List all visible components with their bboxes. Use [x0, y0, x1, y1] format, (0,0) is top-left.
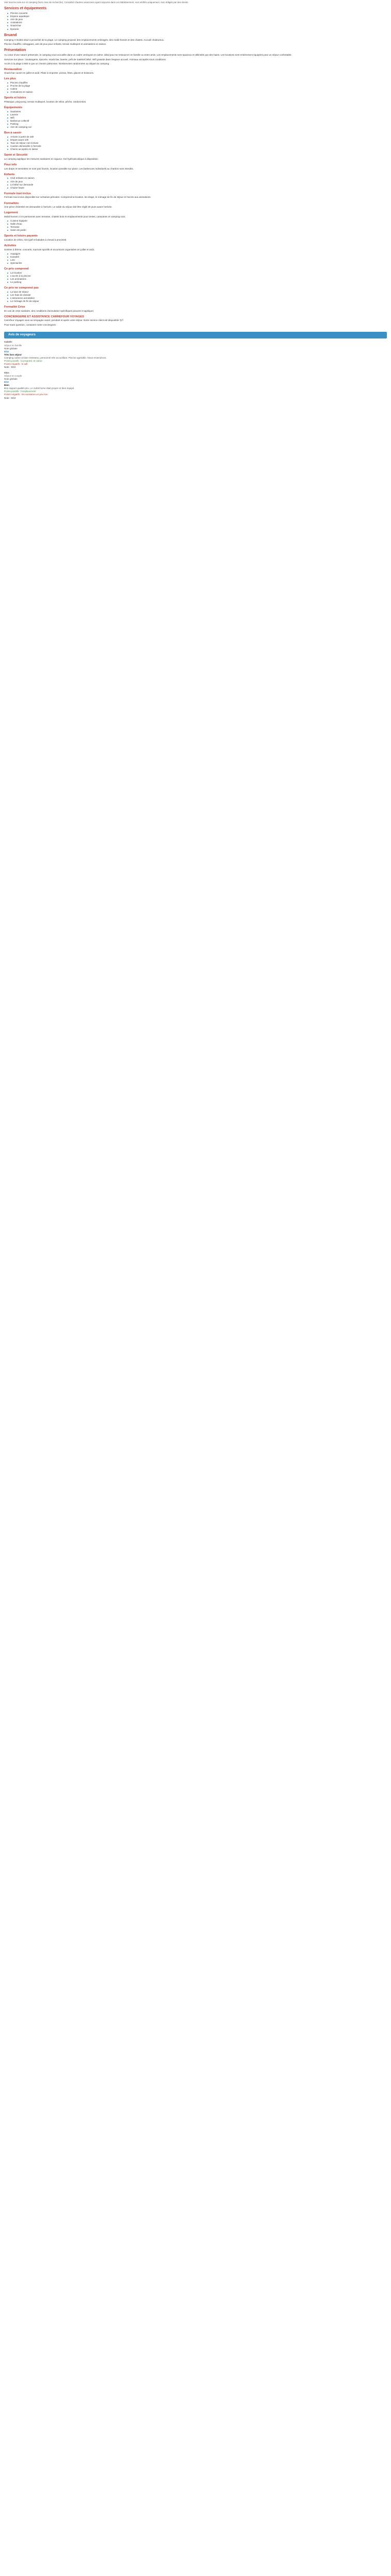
detail-list-item: Karaoké — [10, 256, 387, 259]
detail-section — [4, 286, 387, 303]
review-negative: Points négatifs : les sanitaires un peu loin — [4, 393, 48, 396]
detail-section — [4, 211, 387, 232]
detail-list-item: La taxe de séjour — [10, 291, 387, 294]
detail-list-item: Animations en saison — [10, 91, 387, 94]
review-text: Bon rapport qualité-prix. Le mobil-home était propre et bien équipé. — [4, 387, 75, 390]
detail-list-item: Spectacles — [10, 262, 387, 265]
section-paragraph: Services sur place : boulangerie, épicerie, snack-bar, laverie, prêt de matériel bébé. Wifi gratuite dans l'espace accueil. Animaux acceptés sous conditions. — [4, 58, 167, 61]
detail-title: Formalités — [4, 201, 19, 205]
review-positive: Points positifs : la propreté, le calme — [4, 359, 42, 362]
detail-list-item: Aquagym — [10, 252, 387, 256]
review-score-label: Note globale — [4, 347, 18, 350]
review-title: Bien — [4, 384, 9, 387]
detail-paragraph: Les draps et serviettes ne sont pas fournis, location possible sur place. Les barbecues individuels au charbon sont interdits. — [4, 167, 134, 170]
detail-paragraph: Pour toute question, contactez notre conciergerie. — [4, 323, 57, 326]
detail-section — [4, 106, 387, 129]
detail-list-item: Calme — [10, 88, 387, 91]
detail-title: Restauration — [4, 67, 22, 71]
detail-list — [4, 219, 387, 232]
review-title: Très bon séjour — [4, 353, 22, 356]
intro-text: Voir tous les avis sur ce camping (hors zone de recherche). Consultez d'autres vacanciers ayant séjourné dans cet établissement. Avis vérifiés uniquement. Avis rédigés par des clients. — [4, 1, 189, 4]
review-author: Marc — [4, 371, 10, 375]
section-paragraph: Camping 3 étoiles situé à proximité de la plage. Le camping propose des emplacements ombragés, des mobil-homes et des chalets. Accueil chaleureux. — [4, 38, 165, 41]
detail-list-item: Départ avant 10h — [10, 139, 387, 142]
detail-section — [4, 163, 387, 171]
detail-paragraph: Le camping applique les mesures sanitaires en vigueur. Gel hydroalcoolique à disposition. — [4, 157, 99, 160]
detail-list — [4, 272, 387, 284]
reviews-list — [4, 341, 387, 399]
detail-list-item: Chiens acceptés en laisse — [10, 148, 387, 151]
review-text: Camping calme et bien entretenu, personnel très accueillant. Piscine agréable. Nous reviendrons. — [4, 356, 107, 359]
detail-section — [4, 306, 387, 313]
detail-section — [4, 68, 387, 75]
service-item: Aire de jeux — [10, 18, 387, 21]
detail-title: Sports et loisirs — [4, 96, 26, 100]
content-section — [4, 48, 387, 65]
detail-paragraph: Pétanque, ping-pong, terrain multisport, location de vélos, pêche, randonnées. — [4, 100, 87, 104]
detail-list-item: Salle d'eau — [10, 223, 387, 226]
review-meta: Séjour en couple — [4, 375, 22, 378]
detail-title: Bon à savoir — [4, 131, 22, 135]
detail-list-item: Les animations — [10, 278, 387, 281]
detail-section — [4, 267, 387, 284]
detail-title: Les plus — [4, 77, 16, 81]
review-card — [4, 341, 387, 369]
detail-list-item: Laverie — [10, 113, 387, 116]
detail-paragraph: Formule tout inclus disponible sur certaines périodes. Comprend la location, les draps, le ménage de fin de séjour et l'accès aux animations. — [4, 196, 151, 199]
detail-title: Activités — [4, 244, 17, 248]
detail-section — [4, 234, 387, 242]
detail-title: CONCIERGERIE ET ASSISTANCE CARREFOUR VOYAGES — [4, 315, 84, 318]
detail-list-item: Barbecue collectif — [10, 120, 387, 123]
main-sections — [4, 33, 387, 65]
detail-list-item: Taxe de séjour non incluse — [10, 142, 387, 145]
review-score: 8/10 — [4, 381, 9, 384]
service-item: Espace aquatique — [10, 15, 387, 18]
service-item: Animations — [10, 21, 387, 24]
services-list — [4, 12, 387, 30]
service-item: Snack-bar — [10, 24, 387, 27]
detail-list-item: Cuisine équipée — [10, 219, 387, 223]
detail-title: Sports et loisirs payants — [4, 234, 38, 238]
detail-title: Pour info — [4, 163, 17, 167]
detail-section — [4, 131, 387, 151]
detail-list-item: Club enfants en saison — [10, 177, 387, 180]
detail-list-item: Chaise haute — [10, 187, 387, 190]
detail-sections — [4, 68, 387, 327]
review-author: Isabelle — [4, 341, 12, 344]
review-card — [4, 371, 387, 400]
section-paragraph: Accès à la plage à 800 m par un chemin piétonnier. Nombreuses randonnées au départ du camping. — [4, 62, 110, 65]
detail-list — [4, 291, 387, 303]
detail-section — [4, 77, 387, 94]
detail-title: Ce prix ne comprend pas — [4, 286, 39, 290]
detail-list — [4, 252, 387, 265]
detail-list-item: Les frais de dossier — [10, 294, 387, 297]
detail-paragraph: Location de vélos, mini-golf et balades à cheval à proximité. — [4, 238, 67, 241]
detail-title: Logement — [4, 211, 18, 215]
detail-list-item: Loto — [10, 259, 387, 262]
section-paragraph: Piscine chauffée, toboggans, aire de jeux pour enfants, terrain multisport et animations en saison. — [4, 43, 107, 46]
detail-list-item: Aire de jeux — [10, 180, 387, 183]
service-item: Piscine couverte — [10, 12, 387, 15]
detail-title: Équipements — [4, 106, 23, 110]
detail-title: Enfants — [4, 173, 15, 176]
detail-list-item: Le ménage de fin de séjour — [10, 300, 387, 303]
detail-section — [4, 244, 387, 265]
page-root — [0, 0, 391, 410]
review-score: 9/10 — [4, 350, 9, 353]
review-positive: Points positifs : l'emplacement — [4, 390, 36, 393]
detail-title: Formule tout inclus — [4, 192, 31, 195]
detail-list-item: Aire de camping-car — [10, 126, 387, 129]
review-score-label: Note globale — [4, 378, 18, 381]
detail-list-item: Sanitaires — [10, 110, 387, 113]
detail-paragraph: Snack-bar ouvert en juillet et août. Plats à emporter, pizzas, frites, glaces et boissons. — [4, 72, 94, 75]
review-rating: Note : 9/10 — [4, 365, 16, 368]
detail-section — [4, 202, 387, 209]
detail-list-item: Proche de la plage — [10, 84, 387, 88]
detail-list-item: Piscine chauffée — [10, 81, 387, 84]
detail-list-item: Terrasse — [10, 226, 387, 229]
detail-list-item: Caution demandée à l'arrivée — [10, 145, 387, 148]
detail-list — [4, 81, 387, 94]
services-title: Services et équipements — [4, 6, 47, 10]
detail-list — [4, 110, 387, 129]
detail-section — [4, 315, 387, 327]
detail-list-item: L'assurance annulation — [10, 297, 387, 300]
review-meta: Séjour en famille — [4, 344, 22, 347]
detail-list-item: Lit bébé sur demande — [10, 183, 387, 187]
detail-list-item: Arrivée à partir de 15h — [10, 135, 387, 139]
section-title: Présentation — [4, 48, 26, 53]
service-item: Épicerie — [10, 28, 387, 31]
detail-section — [4, 96, 387, 104]
detail-list-item: Wifi — [10, 116, 387, 120]
detail-title: Formalité Crise — [4, 305, 25, 309]
detail-title: Ce prix comprend — [4, 267, 29, 271]
detail-paragraph: En cas de crise sanitaire, des conditions d'annulation spécifiques peuvent s'appliquer. — [4, 309, 94, 312]
section-title: Bruand — [4, 33, 17, 37]
detail-list-item: La location — [10, 272, 387, 275]
reviews-title: Avis de voyageurs — [4, 332, 387, 339]
detail-list-item: L'accès à la piscine — [10, 275, 387, 278]
detail-section — [4, 192, 387, 199]
detail-title: Santé et Sécurité — [4, 154, 28, 157]
content-section — [4, 33, 387, 46]
detail-section — [4, 154, 387, 161]
review-rating: Note : 8/10 — [4, 396, 16, 399]
detail-list-item: Salon de jardin — [10, 229, 387, 232]
detail-paragraph: Carrefour Voyages vous accompagne avant, pendant et après votre séjour. Notre service client est disponible 7j/7. — [4, 319, 124, 322]
detail-paragraph: Mobil-homes 2 à 6 personnes avec terrasse, chalets bois et emplacements pour tentes, caravanes et camping-cars. — [4, 215, 126, 218]
detail-list-item: Parking — [10, 123, 387, 126]
detail-list — [4, 177, 387, 189]
detail-list-item: Le parking — [10, 281, 387, 284]
services-section — [4, 7, 387, 31]
detail-paragraph: Une pièce d'identité est demandée à l'arrivée. Le solde du séjour doit être réglé 30 jours avant l'arrivée. — [4, 206, 112, 209]
detail-list — [4, 135, 387, 151]
detail-section — [4, 173, 387, 190]
review-negative: Points négatifs : le wifi — [4, 362, 28, 365]
section-paragraph: Au cœur d'une nature préservée, le camping vous accueille dans un cadre verdoyant et calme, idéal pour se ressourcer en famille ou entre amis. Les emplacements sont spacieux et délimités par des haies. Les locations sont entièrement équipées pour un séjour confortable. — [4, 54, 292, 57]
detail-paragraph: Soirées à thème, concerts, tournois sportifs et excursions organisées en juillet et août. — [4, 248, 95, 251]
